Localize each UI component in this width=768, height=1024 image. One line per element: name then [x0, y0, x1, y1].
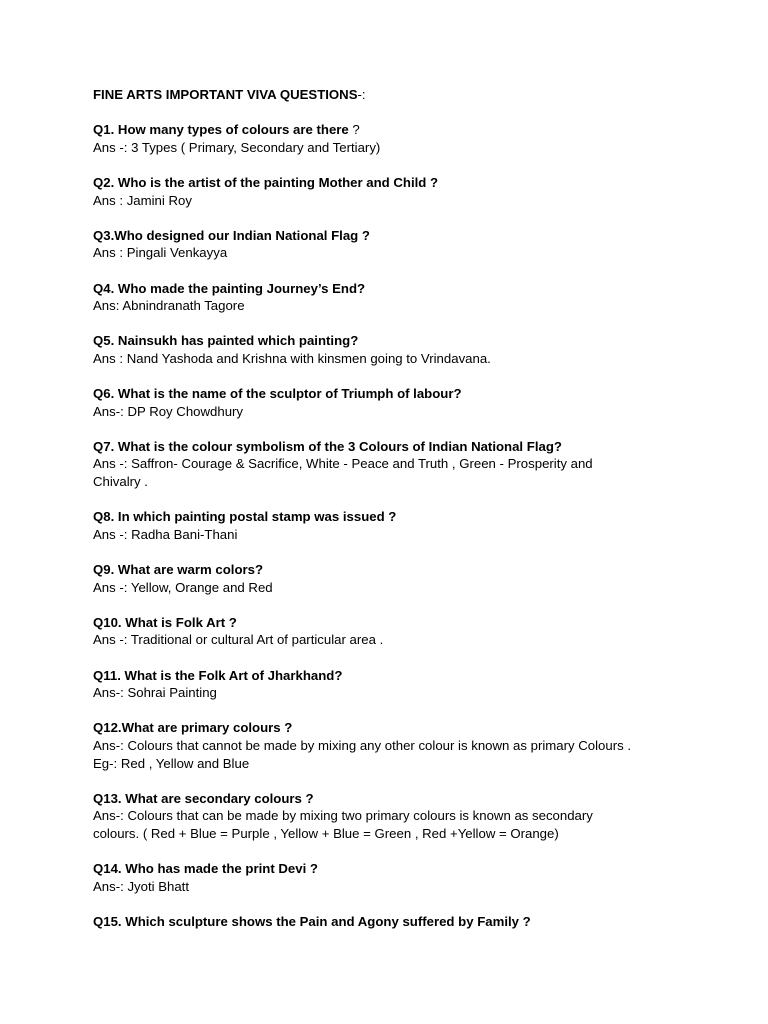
- qa-item-13: [93, 790, 743, 843]
- answer: Ans -: Saffron- Courage & Sacrifice, White - Peace and Truth , Green - Prosperity and: [93, 456, 593, 472]
- question-text: Q3.Who designed our Indian National Flag ?: [93, 227, 370, 243]
- answer: Ans : Jamini Roy: [93, 192, 192, 208]
- question-text: Q4. Who made the painting Journey’s End?: [93, 280, 366, 296]
- question-text: Q5. Nainsukh has painted which painting?: [93, 333, 359, 349]
- question-text: Q8. In which painting postal stamp was issued ?: [93, 509, 397, 525]
- answer: Ans-: Colours that can be made by mixing two primary colours is known as secondary: [93, 808, 593, 824]
- question: [93, 561, 743, 579]
- answer: Ans -: 3 Types ( Primary, Secondary and Tertiary): [93, 139, 381, 155]
- qa-item-2: [93, 174, 743, 209]
- answer-continued: colours. ( Red + Blue = Purple , Yellow + Blue = Green , Red +Yellow = Orange): [93, 825, 559, 841]
- question-text: Q1. How many types of colours are there: [93, 122, 349, 138]
- question: [93, 719, 743, 737]
- question-text: Q9. What are warm colors?: [93, 562, 264, 578]
- qa-item-10: [93, 614, 743, 649]
- qa-item-4: [93, 280, 743, 315]
- qa-item-5: [93, 332, 743, 367]
- question: [93, 280, 743, 298]
- qa-item-1: [93, 121, 743, 156]
- qa-item-6: [93, 385, 743, 420]
- question-text: Q15. Which sculpture shows the Pain and Agony suffered by Family ?: [93, 913, 531, 929]
- qa-item-7: [93, 438, 743, 491]
- qa-item-3: [93, 227, 743, 262]
- answer: Ans: Abnindranath Tagore: [93, 298, 245, 314]
- answer: Ans : Pingali Venkayya: [93, 245, 228, 261]
- question: [93, 121, 743, 139]
- question: [93, 508, 743, 526]
- qa-item-14: [93, 860, 743, 895]
- question-text: Q11. What is the Folk Art of Jharkhand?: [93, 667, 343, 683]
- answer: Ans -: Traditional or cultural Art of particular area .: [93, 632, 384, 648]
- question-text: Q12.What are primary colours ?: [93, 720, 293, 736]
- question: [93, 614, 743, 632]
- answer: Ans-: DP Roy Chowdhury: [93, 403, 244, 419]
- question: [93, 227, 743, 245]
- title-bold: FINE ARTS IMPORTANT VIVA QUESTIONS: [93, 87, 358, 102]
- answer: Ans-: Jyoti Bhatt: [93, 878, 190, 894]
- question: [93, 385, 743, 403]
- question-text: Q10. What is Folk Art ?: [93, 614, 237, 630]
- question: [93, 438, 743, 456]
- answer-continued: Eg-: Red , Yellow and Blue: [93, 755, 250, 771]
- qa-item-8: [93, 508, 743, 543]
- question-text: Q14. Who has made the print Devi ?: [93, 861, 318, 877]
- answer: Ans -: Yellow, Orange and Red: [93, 579, 273, 595]
- question: [93, 860, 743, 878]
- question: [93, 790, 743, 808]
- question-text: Q6. What is the name of the sculptor of Triumph of labour?: [93, 386, 462, 402]
- qa-item-11: [93, 667, 743, 702]
- answer: Ans-: Sohrai Painting: [93, 685, 217, 701]
- qa-item-12: [93, 719, 743, 772]
- question-suffix: ?: [348, 122, 360, 138]
- question-text: Q13. What are secondary colours ?: [93, 790, 314, 806]
- question-text: Q7. What is the colour symbolism of the 3 Colours of Indian National Flag?: [93, 438, 562, 454]
- question-text: Q2. Who is the artist of the painting Mother and Child ?: [93, 174, 439, 190]
- document-content: [93, 86, 743, 948]
- answer: Ans -: Radha Bani-Thani: [93, 526, 238, 542]
- answer-continued: Chivalry .: [93, 474, 148, 490]
- question: [93, 913, 743, 931]
- question: [93, 667, 743, 685]
- qa-item-9: [93, 561, 743, 596]
- qa-item-15: [93, 913, 743, 931]
- document-title: [93, 86, 743, 104]
- question: [93, 174, 743, 192]
- answer: Ans : Nand Yashoda and Krishna with kinsmen going to Vrindavana.: [93, 350, 491, 366]
- question: [93, 332, 743, 350]
- title-suffix: -:: [357, 87, 366, 102]
- answer: Ans-: Colours that cannot be made by mixing any other colour is known as primary Colours .: [93, 737, 632, 753]
